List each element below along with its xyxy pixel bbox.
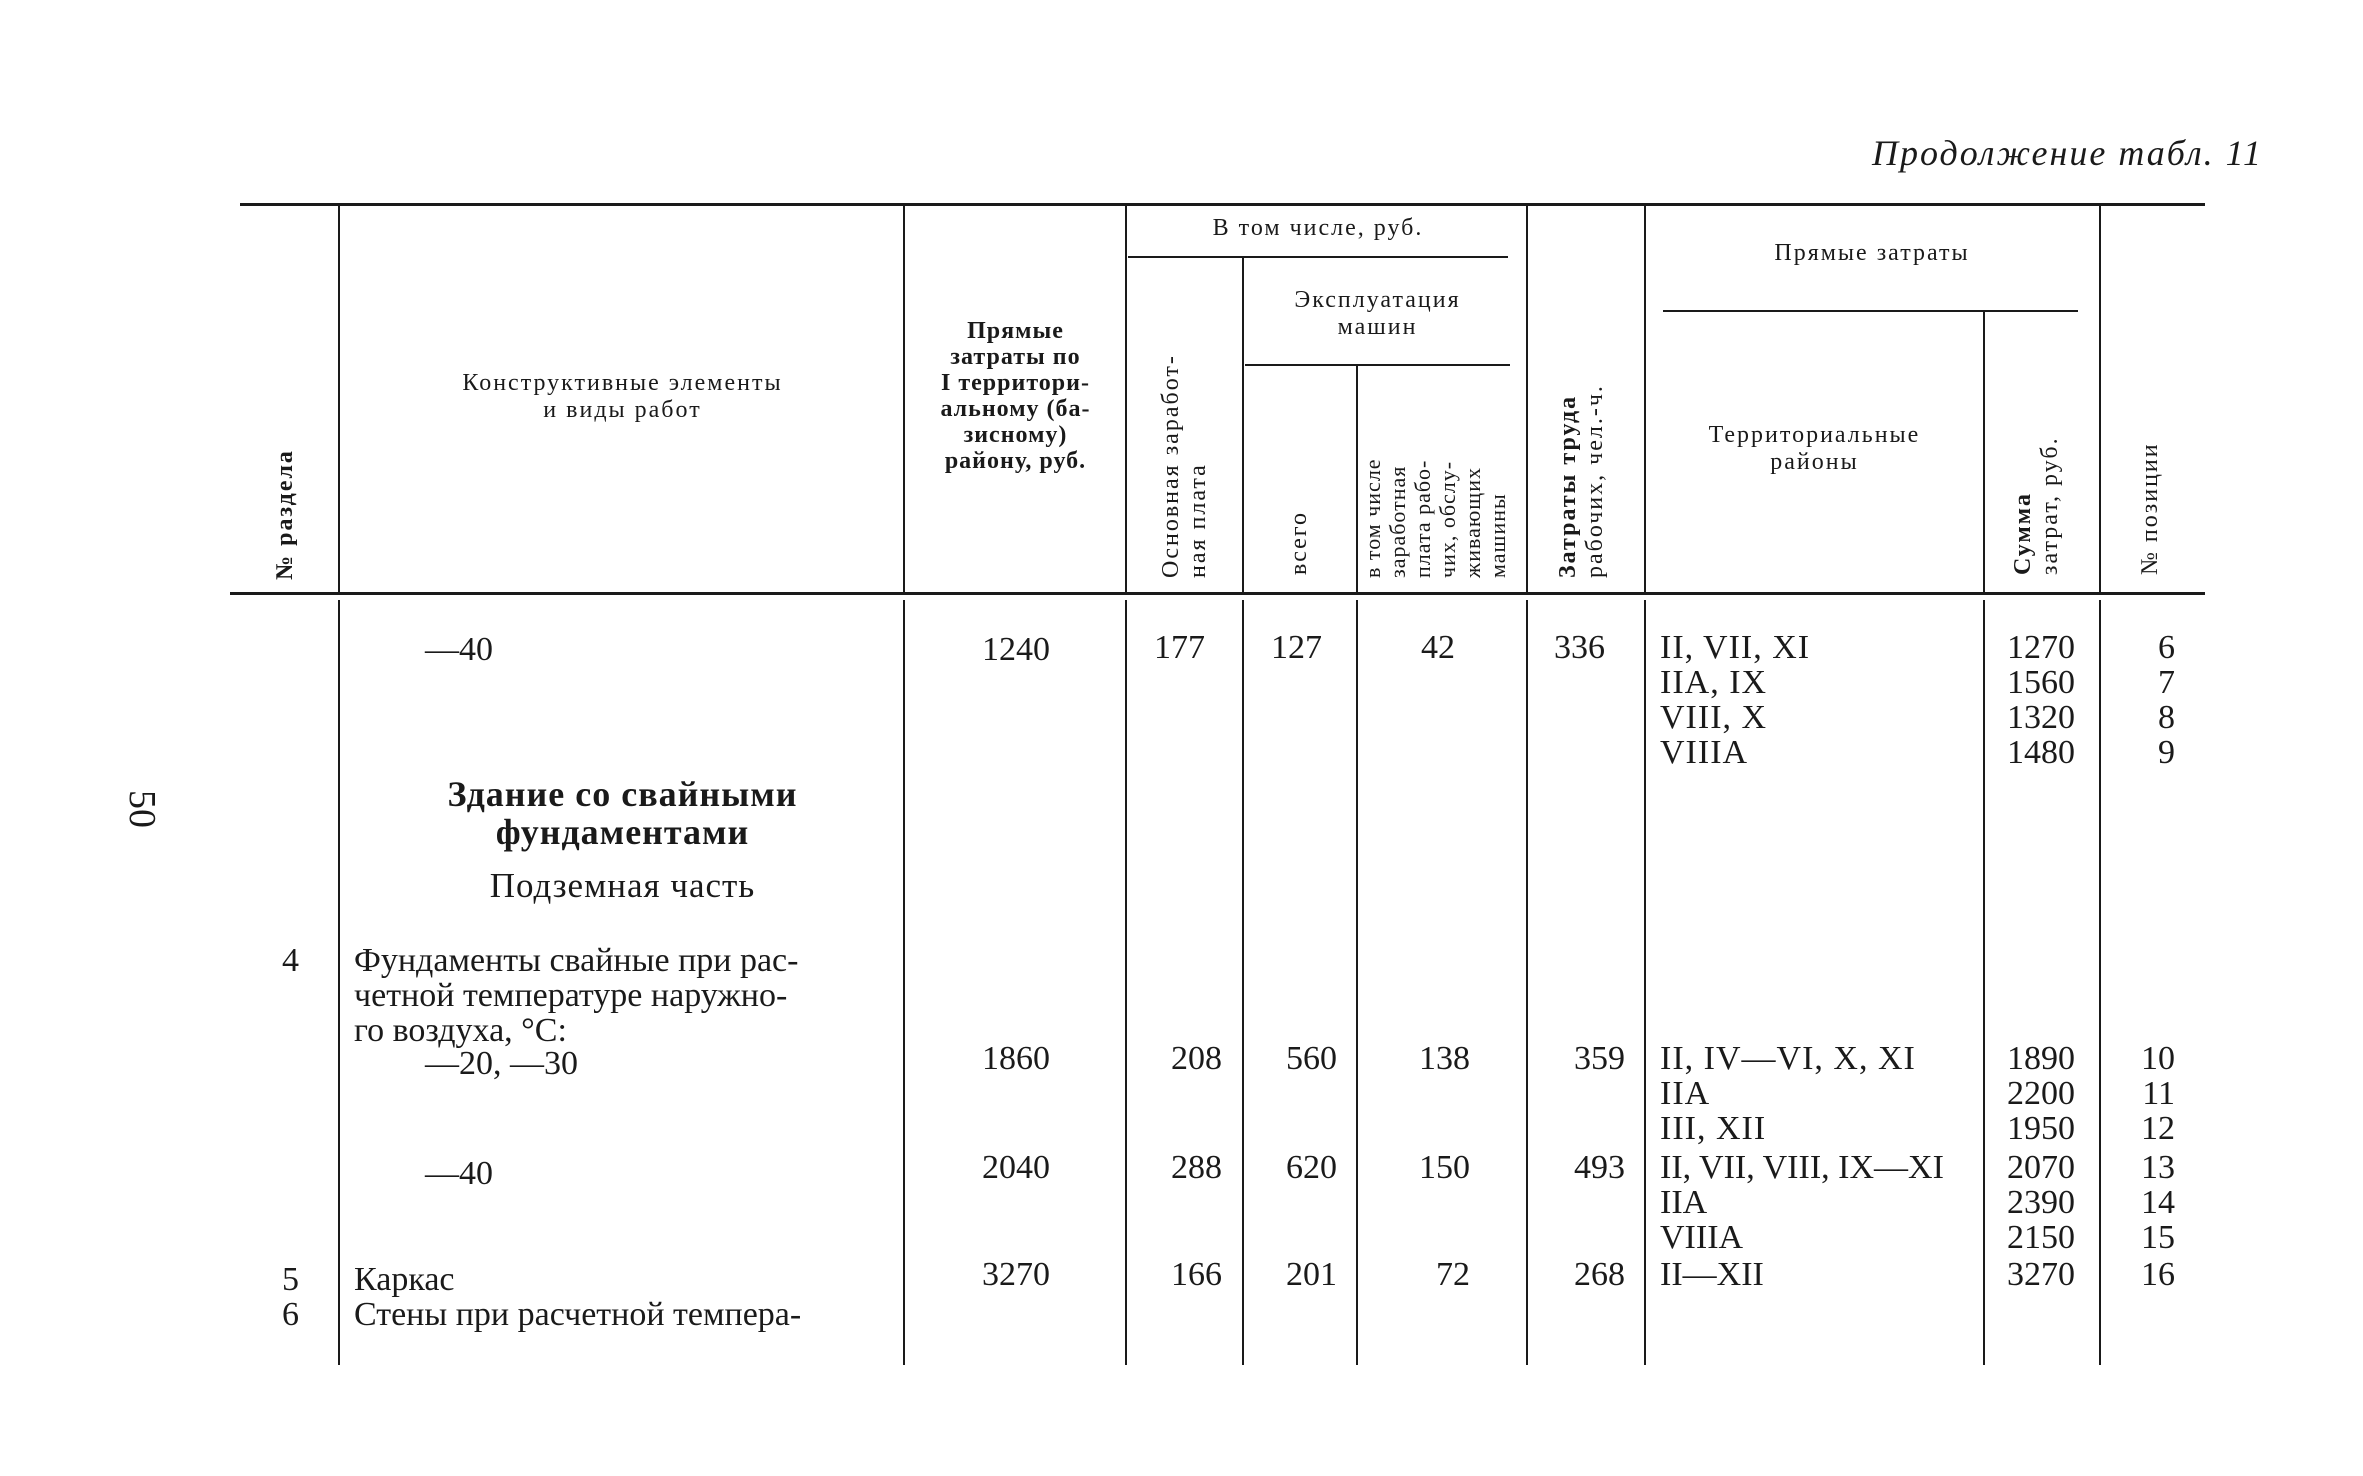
row4b-wage: 288 [1171, 1149, 1222, 1186]
machine-rule [1245, 364, 1510, 366]
region: VIIIA [1660, 1219, 1744, 1256]
row6-element: Стены при расчетной темпера- [354, 1296, 802, 1333]
header-labor-line2: рабочих, чел.-ч. [1582, 384, 1608, 578]
row4b-incl: 150 [1419, 1149, 1470, 1186]
col-rule [1125, 206, 1127, 592]
header-section-no: № раздела [272, 449, 298, 580]
header-base-wage-line1: Основная заработ- [1158, 354, 1184, 578]
row5-wage: 166 [1171, 1256, 1222, 1293]
col-rule [903, 206, 905, 592]
row5-regions [1660, 1257, 1764, 1292]
position-value: 6 [2158, 629, 2175, 666]
row1-base: 1240 [982, 631, 1050, 668]
header-labor-line1: Затраты труда [1555, 394, 1581, 578]
row4b-labor: 493 [1574, 1149, 1625, 1186]
header-elements [345, 370, 900, 424]
row5-section-no: 5 [282, 1261, 299, 1298]
header-total: всего [1286, 510, 1312, 575]
header-incl-line1: в том числе [1360, 458, 1385, 578]
header-direct-costs-base [908, 318, 1123, 474]
sum-value: 1890 [2007, 1040, 2075, 1077]
col-rule [1644, 206, 1646, 592]
header-incl-line3: плата рабо- [1410, 459, 1435, 578]
col-rule [1983, 600, 1985, 1365]
sum-value: 2200 [2007, 1075, 2075, 1112]
position-value: 12 [2141, 1110, 2175, 1147]
row4a-incl: 138 [1419, 1040, 1470, 1077]
row1-sums [1990, 630, 2075, 770]
region: II—XII [1660, 1256, 1764, 1293]
row4a-positions [2105, 1041, 2175, 1146]
region: II, VII, XI [1660, 629, 1811, 666]
header-labor [1555, 384, 1609, 578]
header-territorial-line1: Территориальные [1708, 422, 1921, 448]
page-number: 50 [121, 790, 163, 828]
position-value: 16 [2141, 1256, 2175, 1293]
row1-wage: 177 [1154, 629, 1205, 666]
row4a-regions [1660, 1041, 1916, 1146]
section-heading-line2: фундаментами [495, 812, 750, 852]
row1-element: —40 [425, 631, 493, 668]
region: VIII, X [1660, 699, 1768, 736]
col-rule [1356, 600, 1358, 1365]
region: IIA, IX [1660, 664, 1768, 701]
row4a-sums [1990, 1041, 2075, 1146]
region: II, VII, VIII, IX—XI [1660, 1149, 1944, 1186]
row4b-regions [1660, 1150, 1944, 1255]
region: II, IV—VI, X, XI [1660, 1040, 1916, 1077]
row5-incl: 72 [1436, 1256, 1470, 1293]
header-base-line4: альному (ба- [940, 396, 1091, 422]
row1-regions [1660, 630, 1810, 770]
row1-labor: 336 [1554, 629, 1605, 666]
row4-element [354, 943, 899, 1048]
header-machine-operation [1245, 287, 1510, 341]
including-rule [1128, 256, 1508, 258]
row5-labor: 268 [1574, 1256, 1625, 1293]
header-incl-wage [1360, 458, 1510, 578]
col-rule [1644, 600, 1646, 1365]
sum-value: 2390 [2007, 1184, 2075, 1221]
col-rule [1526, 206, 1528, 592]
header-base-line6: району, руб. [944, 448, 1087, 474]
region: III, XII [1660, 1110, 1767, 1147]
header-incl-line6: машины [1485, 493, 1510, 578]
region: IIA [1660, 1075, 1711, 1112]
header-elements-line2: и виды работ [543, 397, 702, 423]
position-value: 7 [2158, 664, 2175, 701]
col-rule [1356, 366, 1358, 592]
col-rule [1125, 600, 1127, 1365]
subsection-heading: Подземная часть [489, 866, 756, 905]
position-value: 9 [2158, 734, 2175, 771]
row4-element-line1: Фундаменты свайные при рас- [354, 942, 799, 979]
sum-value: 2070 [2007, 1149, 2075, 1186]
header-including: В том числе, руб. [1212, 215, 1424, 241]
sum-value: 2150 [2007, 1219, 2075, 1256]
row4-section-no: 4 [282, 942, 299, 979]
row4b-total: 620 [1286, 1149, 1337, 1186]
row5-total: 201 [1286, 1256, 1337, 1293]
row5-base: 3270 [982, 1256, 1050, 1293]
row4b-positions [2105, 1150, 2175, 1255]
header-incl-line4: чих, обслу- [1435, 460, 1460, 578]
row4b-sums [1990, 1150, 2075, 1255]
col-rule [2099, 206, 2101, 592]
table-top-rule [240, 203, 2205, 206]
col-rule [338, 206, 340, 592]
position-value: 15 [2141, 1219, 2175, 1256]
sum-value: 1320 [2007, 699, 2075, 736]
sum-value: 1480 [2007, 734, 2075, 771]
region: VIIIA [1660, 734, 1749, 771]
row4a-base: 1860 [982, 1040, 1050, 1077]
row5-sums [1990, 1257, 2075, 1292]
header-base-line1: Прямые [967, 318, 1064, 344]
header-base-line3: I территори- [941, 370, 1090, 396]
section-heading [345, 775, 900, 851]
header-sum-line2: затрат, руб. [2037, 436, 2063, 575]
header-incl-line5: живающих [1460, 467, 1485, 578]
header-base-line5: зисному) [963, 422, 1068, 448]
col-rule [903, 600, 905, 1365]
row4b-element: —40 [425, 1155, 493, 1192]
header-machine-line2: машин [1337, 314, 1418, 340]
sum-value: 1270 [2007, 629, 2075, 666]
row1-incl: 42 [1421, 629, 1455, 666]
row6-section-no: 6 [282, 1296, 299, 1333]
col-rule [1983, 312, 1985, 592]
col-rule [2099, 600, 2101, 1365]
row4b-base: 2040 [982, 1149, 1050, 1186]
region: IIA [1660, 1184, 1708, 1221]
section-heading-line1: Здание со свайными [447, 774, 798, 814]
sum-value: 3270 [2007, 1256, 2075, 1293]
row1-positions [2105, 630, 2175, 770]
header-base-wage-line2: ная плата [1185, 463, 1211, 578]
position-value: 14 [2141, 1184, 2175, 1221]
sum-value: 1560 [2007, 664, 2075, 701]
row5-element: Каркас [354, 1261, 455, 1298]
row4a-wage: 208 [1171, 1040, 1222, 1077]
col-rule [1242, 258, 1244, 592]
position-value: 11 [2142, 1075, 2175, 1112]
position-value: 8 [2158, 699, 2175, 736]
row4-element-line3: го воздуха, °С: [354, 1012, 567, 1049]
header-sum-line1: Сумма [2010, 492, 2036, 575]
header-machine-line1: Эксплуатация [1294, 287, 1461, 313]
row4-element-line2: четной температуре наружно- [354, 977, 788, 1014]
header-bottom-rule [230, 592, 2205, 595]
position-value: 10 [2141, 1040, 2175, 1077]
header-base-line2: затраты по [950, 344, 1081, 370]
row5-positions [2105, 1257, 2175, 1292]
col-rule [1242, 600, 1244, 1365]
header-incl-line2: заработная [1385, 465, 1410, 578]
header-elements-line1: Конструктивные элементы [462, 370, 783, 396]
row4a-total: 560 [1286, 1040, 1337, 1077]
direct-costs-rule [1663, 310, 2078, 312]
col-rule [338, 600, 340, 1365]
position-value: 13 [2141, 1149, 2175, 1186]
header-territorial-line2: районы [1770, 449, 1859, 475]
header-sum [2010, 436, 2064, 575]
header-position-no: № позиции [2137, 442, 2163, 575]
row1-total: 127 [1271, 629, 1322, 666]
sum-value: 1950 [2007, 1110, 2075, 1147]
header-territorial [1648, 422, 1981, 476]
col-rule [1526, 600, 1528, 1365]
continuation-title: Продолжение табл. 11 [1871, 133, 2263, 173]
header-direct-costs: Прямые затраты [1774, 240, 1970, 266]
header-base-wage [1158, 354, 1212, 578]
row4a-element: —20, —30 [425, 1045, 578, 1082]
row4a-labor: 359 [1574, 1040, 1625, 1077]
